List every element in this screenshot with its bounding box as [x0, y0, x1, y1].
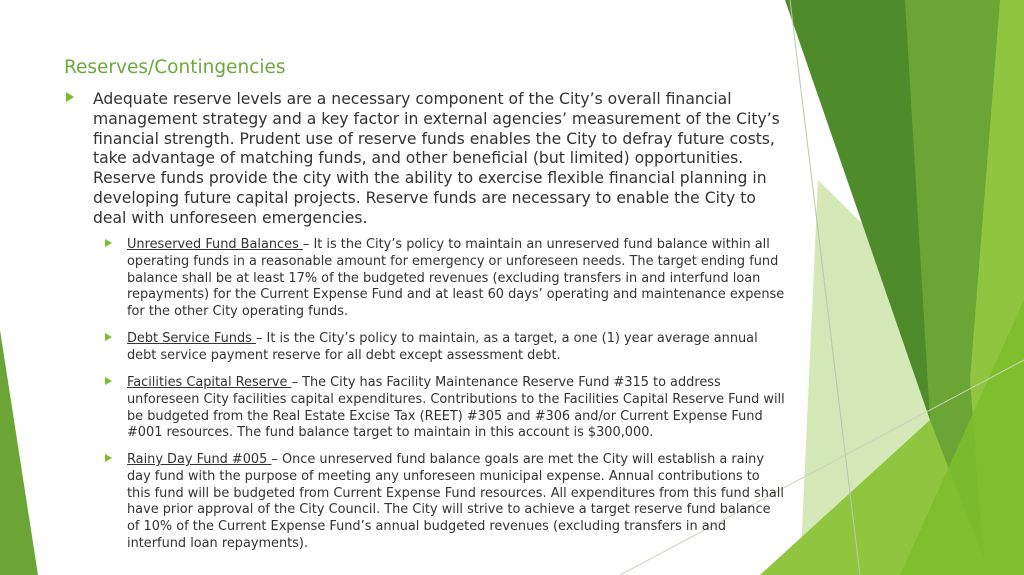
- main-bullet-arrow-icon: [66, 92, 74, 102]
- sub-bullet-text: – It is the City’s policy to maintain, as a target, a one (1) year average annual debt service payment reserve for all debt except assessment debt.: [127, 331, 758, 363]
- sub-bullet-arrow-icon: [105, 377, 112, 385]
- sub-bullet-rainy-day-fund: [127, 452, 787, 553]
- sub-bullet-text: – It is the City’s policy to maintain an unreserved fund balance within all operating funds in a reasonable amount for emergency or unforeseen needs. The target ending fund balance shall be at least 17% of the budgeted revenues (excluding transfers in and interfund loan repayments) for the Current Expense Fund and at least 60 days’ operating and maintenance expense for the other City operating funds.: [127, 237, 785, 320]
- sub-bullet-arrow-icon: [105, 333, 112, 341]
- sub-bullet-term: Debt Service Funds: [127, 331, 256, 346]
- sub-bullet-term: Rainy Day Fund #005: [127, 452, 272, 467]
- sub-bullet-unreserved-fund-balances: [127, 237, 787, 321]
- sub-bullet-term: Unreserved Fund Balances: [127, 237, 303, 252]
- sub-bullet-term: Facilities Capital Reserve: [127, 375, 292, 390]
- sub-bullet-text: – Once unreserved fund balance goals are met the City will establish a rainy day fund with the purpose of meeting any unforeseen municipal expense. Annual contributions to this fund will be budgeted from Current Expense Fund resources. All expenditures from this fund shall have prior approval of the City Council. The City will strive to achieve a target reserve fund balance of 10% of the Current Expense Fund’s annual budgeted revenues (excluding transfers in and interfund loan repayments).: [127, 452, 784, 551]
- left-edge-shape: [0, 330, 38, 575]
- main-bullet-text: Adequate reserve levels are a necessary component of the City’s overall financial management strategy and a key factor in external agencies’ measurement of the City’s financial strength. Prudent use of reserve funds enables the City to defray future costs, take advantage of matching funds, and other beneficial (but limited) opportunities. Reserve funds provide the city with the ability to exercise flexible financial planning in developing future capital projects. Reserve funds are necessary to enable the City to deal with unforeseen emergencies.: [93, 90, 780, 227]
- sub-bullet-arrow-icon: [105, 239, 112, 247]
- sub-bullet-arrow-icon: [105, 454, 112, 462]
- sub-bullet-facilities-capital-reserve: [127, 375, 787, 442]
- sub-bullet-text: – The City has Facility Maintenance Reserve Fund #315 to address unforeseen City facilities capital expenditures. Contributions to the Facilities Capital Reserve Fund will be budgeted from the Real Estate Excise Tax (REET) #305 and #306 and/or Current Expense Fund #001 resources. The fund balance target to maintain in this account is $300,000.: [127, 375, 785, 441]
- sub-bullet-debt-service-funds: [127, 331, 787, 365]
- slide-title: Reserves/Contingencies: [64, 57, 286, 78]
